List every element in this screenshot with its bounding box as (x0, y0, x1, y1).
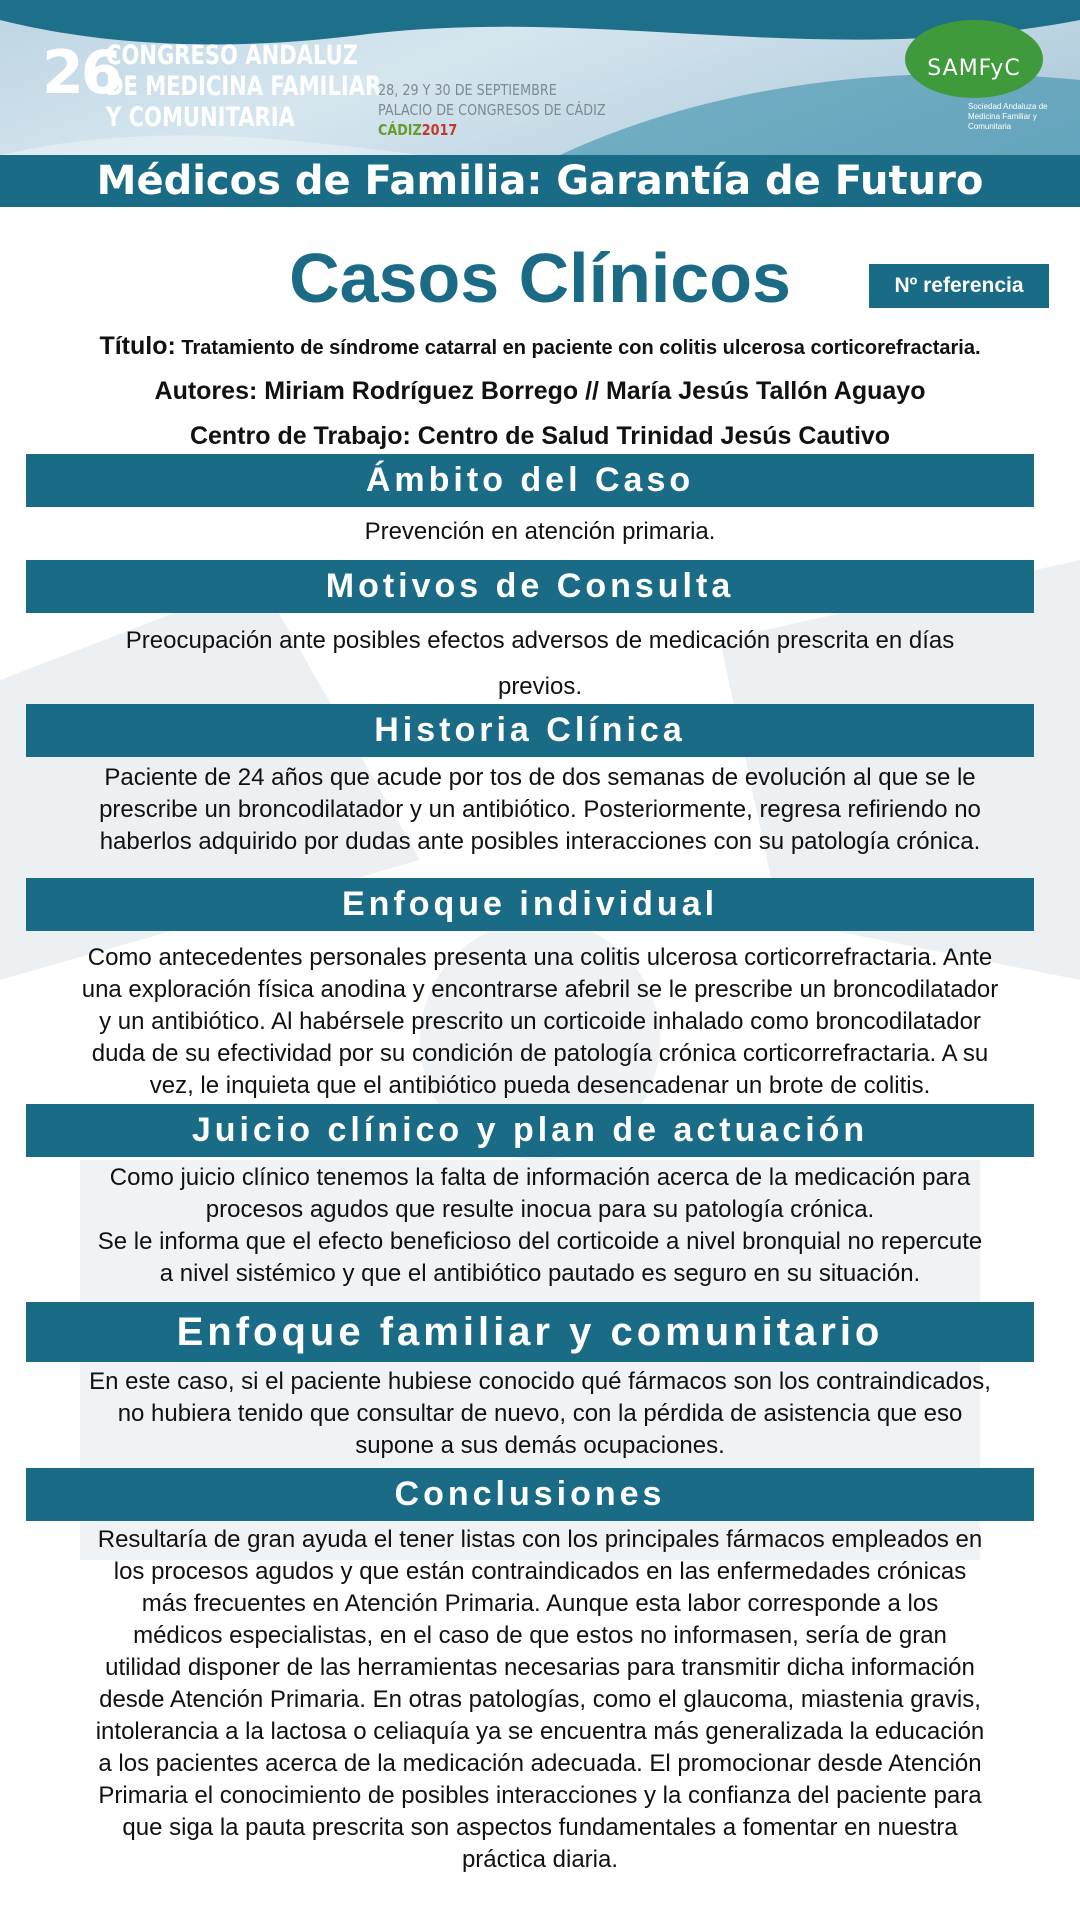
section-heading-enfoque-familiar: Enfoque familiar y comunitario (26, 1302, 1034, 1362)
logo-subtitle: Sociedad Andaluza de Medicina Familiar y Comunitaria (968, 102, 1048, 131)
section-heading-enfoque-individual: Enfoque individual (26, 878, 1034, 931)
case-workplace: Centro de Trabajo: Centro de Salud Trinidad Jesús Cautivo (189, 422, 891, 450)
congress-venue: PALACIO DE CONGRESOS DE CÁDIZ (378, 101, 606, 119)
header-banner (0, 0, 1080, 155)
section-text-motivos: Preocupación ante posibles efectos adversos de medicación prescrita en días previos. (125, 627, 955, 700)
section-heading-motivos: Motivos de Consulta (26, 560, 1034, 613)
congress-title: CONGRESO ANDALUZ DE MEDICINA FAMILIAR Y COMUNITARIA (106, 40, 382, 133)
section-text-historia: Paciente de 24 años que acude por tos de dos semanas de evolución al que se le prescribe un broncodilatador y un antibiótico. Posteriormente, regresa refiriendo no haberlos adquirido por dudas ante posibles interacciones con su patología crónica. (99, 764, 981, 855)
section-heading-juicio-clinico: Juicio clínico y plan de actuación (26, 1104, 1034, 1157)
case-authors: Autores: Miriam Rodríguez Borrego // María Jesús Tallón Aguayo (154, 377, 926, 405)
congress-city: CÁDIZ2017 (378, 121, 458, 139)
section-text-juicio-clinico: Como juicio clínico tenemos la falta de información acerca de la medicación para procesos agudos que resulte inocua para su patología crónica. Se le informa que el efecto beneficioso del corticoide a nivel bronquial no repercute a nivel sistémico y que el antibiótico pautado es seguro en su situación. (97, 1164, 983, 1287)
congress-info (378, 80, 606, 140)
case-title: Título: Tratamiento de síndrome catarral en paciente con colitis ulcerosa corticorefractaria. (99, 332, 981, 360)
reference-number-box: Nº referencia (869, 264, 1049, 308)
congress-dates: 28, 29 Y 30 DE SEPTIEMBRE (378, 81, 557, 99)
page-title: Casos Clínicos (289, 239, 791, 317)
section-text-enfoque-individual: Como antecedentes personales presenta una colitis ulcerosa corticorrefractaria. Ante una exploración física anodina y encontrarse afebril se le prescribe un broncodilatador y un antibiótico. Al habérsele prescrito un corticoide inhalado como broncodilatador duda de su efectividad por su condición de patología crónica corticorrefractaria. A su vez, le inquieta que el antibiótico pueda desencadenar un brote de colitis. (81, 944, 999, 1099)
section-heading-ambito: Ámbito del Caso (26, 454, 1034, 507)
logo-text: SAMFyC (927, 56, 1021, 81)
section-heading-conclusiones: Conclusiones (26, 1468, 1034, 1521)
section-text-ambito: Prevención en atención primaria. (364, 518, 716, 545)
congress-number: 26 (42, 38, 120, 108)
section-heading-historia: Historia Clínica (26, 704, 1034, 757)
section-text-enfoque-familiar: En este caso, si el paciente hubiese conocido qué fármacos son los contraindicados, no hubiera tenido que consultar de nuevo, con la pérdida de asistencia que eso supone a sus demás ocupaciones. (89, 1368, 991, 1459)
tagline-bar: Médicos de Familia: Garantía de Futuro (0, 155, 1080, 207)
section-text-conclusiones: Resultaría de gran ayuda el tener listas con los principales fármacos empleados en los procesos agudos y que están contraindicados en las enfermedades crónicas más frecuentes en Atención Primaria. Aunque esta labor corresponde a los médicos especialistas, en el caso de que estos no informasen, sería de gran utilidad disponer de las herramientas necesarias para transmitir dicha información desde Atención Primaria. En otras patologías, como el glaucoma, miastenia gravis, intolerancia a la lactosa o celiaquía ya se encuentra más generalizada la educación a los pacientes acerca de la medicación adecuada. El promocionar desde Atención Primaria el conocimiento de posibles interacciones y la confianza del paciente para que siga la pauta prescrita son aspectos fundamentales a fomentar en nuestra práctica diaria. (95, 1526, 985, 1873)
